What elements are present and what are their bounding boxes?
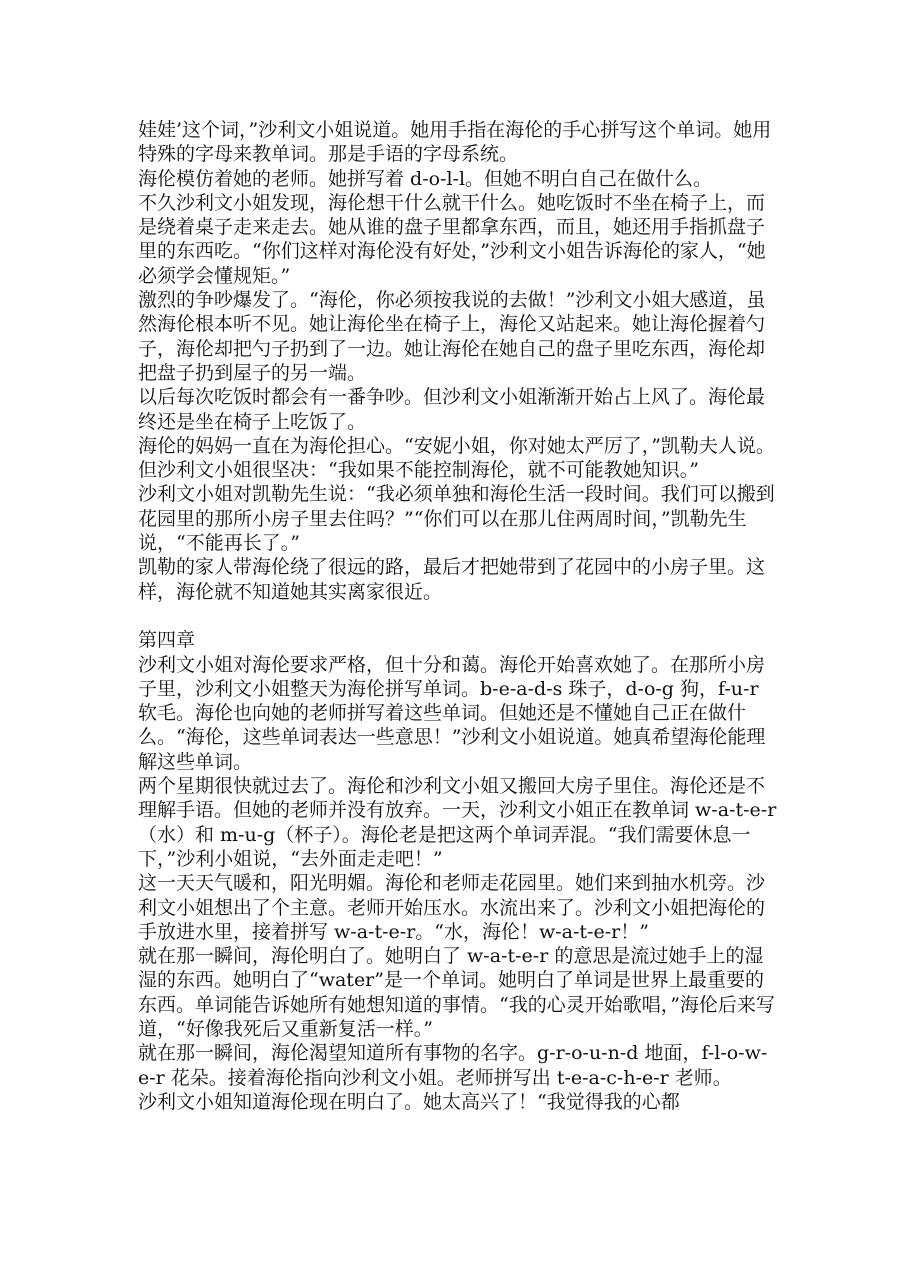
paragraph: 就在那一瞬间，海伦渴望知道所有事物的名字。g-r-o-u-n-d 地面，f-l-o-w-e-r 花朵。接着海伦指向沙利文小姐。老师拼写出 t-e-a-c-h-e-r 老师。 — [138, 1042, 768, 1089]
paragraph: 海伦模仿着她的老师。她拼写着 d-o-l-l。但她不明白自己在做什么。 — [138, 167, 713, 190]
paragraph: 娃娃’这个词，”沙利文小姐说道。她用手指在海伦的手心拼写这个单词。她用特殊的字母来教单词。那是手语的字母系统。 — [138, 119, 772, 166]
paragraph: 沙利文小姐对海伦要求严格，但十分和蔼。海伦开始喜欢她了。在那所小房子里，沙利文小姐整天为海伦拼写单词。b-e-a-d-s 珠子，d-o-g 狗，f-u-r 软毛。海伦也向她的老师拼写着这些单词。但她还是不懂她自己正在做什么。“海伦，这些单词表达一些意思！”沙利文小姐说道。她真希望海伦能理解这些单词。 — [138, 653, 766, 773]
paragraph: 就在那一瞬间，海伦明白了。她明白了 w-a-t-e-r 的意思是流过她手上的湿湿的东西。她明白了“water”是一个单词。她明白了单词是世界上最重要的东西。单词能告诉她所有她想知道的事情。“我的心灵开始歌唱，”海伦后来写道，“好像我死后又重新复活一样。” — [138, 945, 775, 1040]
paragraph: 两个星期很快就过去了。海伦和沙利文小姐又搬回大房子里住。海伦还是不理解手语。但她的老师并没有放弃。一天，沙利文小姐正在教单词 w-a-t-e-r（水）和 m-u-g（杯子）。海伦老是把这两个单词弄混。“我们需要休息一下，”沙利小姐说，“去外面走走吧！” — [138, 775, 777, 870]
paragraph: 激烈的争吵爆发了。“海伦，你必须按我说的去做！”沙利文小姐大感道，虽然海伦根本听不见。她让海伦坐在椅子上，海伦又站起来。她让海伦握着勺子，海伦却把勺子扔到了一边。她让海伦在她自己的盘子里吃东西，海伦却把盘子扔到屋子的另一端。 — [138, 289, 766, 384]
paragraph: 沙利文小姐知道海伦现在明白了。她太高兴了！“我觉得我的心都 — [138, 1090, 680, 1113]
paragraph: 不久沙利文小姐发现，海伦想干什么就干什么。她吃饭时不坐在椅子上，而是绕着桌子走来走去。她从谁的盘子里都拿东西，而且，她还用手指抓盘子里的东西吃。“你们这样对海伦没有好处，”沙利文小姐告诉海伦的家人，“她必须学会懂规矩。” — [138, 191, 766, 287]
paragraph: 凯勒的家人带海伦绕了很远的路，最后才把她带到了花园中的小房子里。这样，海伦就不知道她其实离家很近。 — [138, 556, 766, 603]
paragraph: 这一天天气暖和，阳光明媚。海伦和老师走花园里。她们来到抽水机旁。沙利文小姐想出了个主意。老师开始压水。水流出来了。沙利文小姐把海伦的手放进水里，接着拼写 w-a-t-e-r。“水，海伦！w-a-t-e-r！” — [138, 872, 766, 943]
document-page — [138, 118, 778, 1114]
chapter-title: 第四章 — [138, 629, 196, 652]
blank-line — [138, 604, 778, 628]
paragraph: 以后每次吃饭时都会有一番争吵。但沙利文小姐渐渐开始占上风了。海伦最终还是坐在椅子上吃饭了。 — [138, 386, 766, 433]
paragraph: 海伦的妈妈一直在为海伦担心。“安妮小姐，你对她太严厉了，”凯勒夫人说。但沙利文小姐很坚决：“我如果不能控制海伦，就不可能教她知识。” — [138, 434, 775, 482]
paragraph: 沙利文小姐对凯勒先生说：“我必须单独和海伦生活一段时间。我们可以搬到花园里的那所小房子里去住吗？”“你们可以在那儿住两周时间，”凯勒先生说，“不能再长了。” — [138, 483, 775, 555]
